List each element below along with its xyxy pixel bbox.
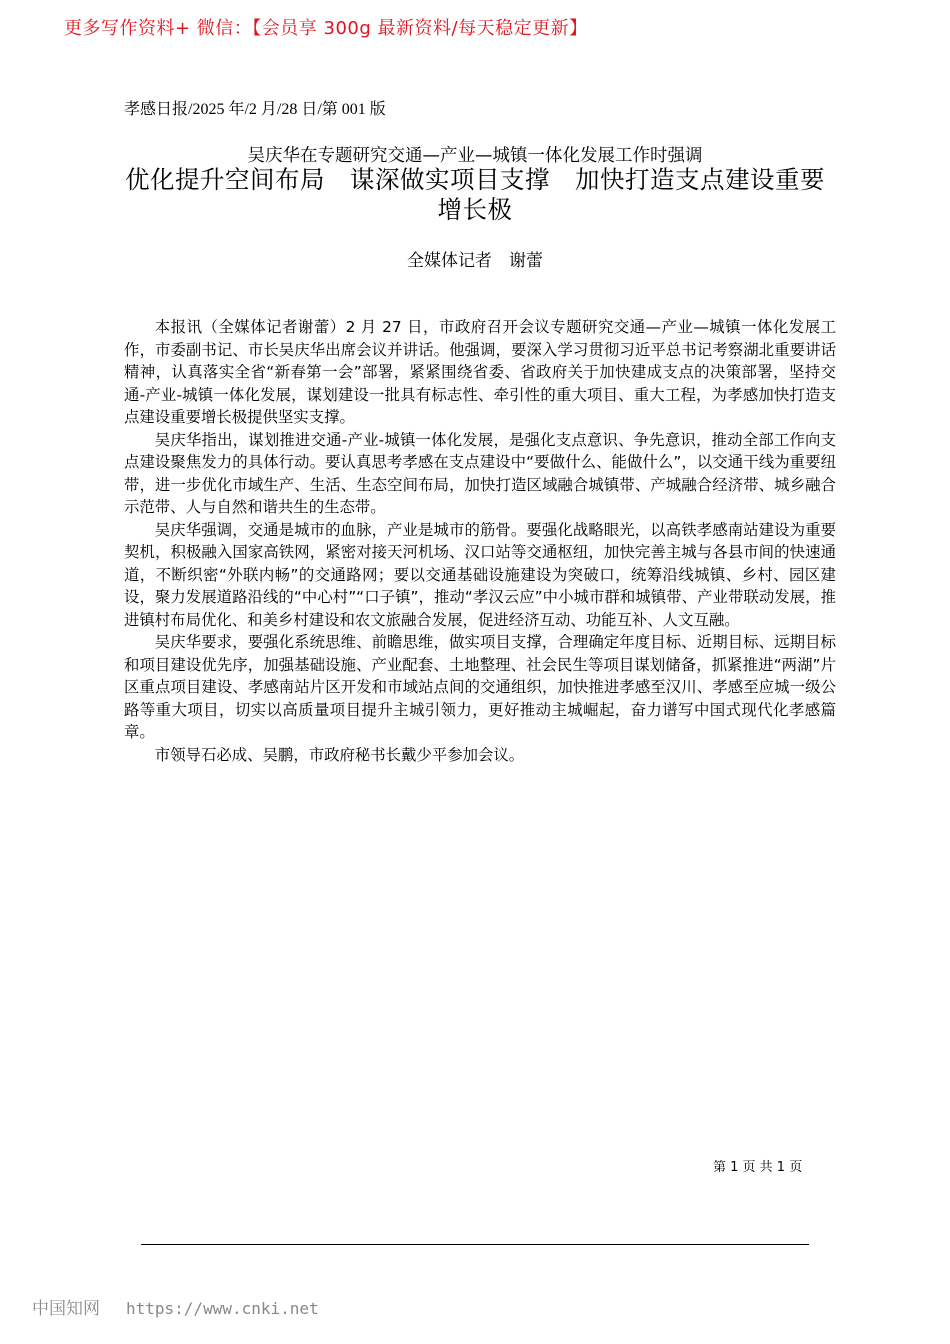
footer-divider [141,1244,809,1245]
article-subtitle: 吴庆华在专题研究交通—产业—城镇一体化发展工作时强调 [247,146,703,166]
dateline: 孝感日报/2025 年/2 月/28 日/第 001 版 [124,101,386,118]
page-number: 第 1 页 共 1 页 [713,1160,803,1175]
cnki-logo: 中国知网 [32,1299,100,1319]
article-body [124,316,836,766]
paragraph: 吴庆华指出，谋划推进交通-产业-城镇一体化发展，是强化支点意识、争先意识，推动全部工作向支点建设聚焦发力的具体行动。要认真思考孝感在支点建设中“要做什么、能做什么”，以交通干线为重要纽带，进一步优化市域生产、生活、生态空间布局，加快打造区域融合城镇带、产城融合经济带、城乡融合示范带、人与自然和谐共生的生态带。 [124,430,836,516]
cnki-url[interactable]: https://www.cnki.net [126,1299,319,1318]
footer-watermark [32,1294,319,1319]
article-title: 优化提升空间布局 谋深做实项目支撑 加快打造支点建设重要增长极 [125,165,825,224]
paragraph: 吴庆华强调，交通是城市的血脉，产业是城市的筋骨。要强化战略眼光，以高铁孝感南站建设为重要契机，积极融入国家高铁网，紧密对接天河机场、汉口站等交通枢纽，加快完善主城与各县市间的快速通道，不断织密“外联内畅”的交通路网；要以交通基础设施建设为突破口，统筹沿线城镇、乡村、园区建设，聚力发展道路沿线的“中心村”“口子镇”，推动“孝汉云应”中小城市群和城镇带、产业带联动发展，推进镇村布局优化、和美乡村建设和农文旅融合发展，促进经济互动、功能互补、人文互融。 [124,520,836,629]
paragraph: 市领导石必成、吴鹏，市政府秘书长戴少平参加会议。 [154,745,525,764]
promo-banner: 更多写作资料+ 微信：【会员享 300g 最新资料/每天稳定更新】 [64,18,588,39]
article-author: 全媒体记者 谢蕾 [407,251,543,271]
paragraph: 本报讯（全媒体记者谢蕾）2 月 27 日，市政府召开会议专题研究交通—产业—城镇一体化发展工作，市委副书记、市长吴庆华出席会议并讲话。他强调，要深入学习贯彻习近平总书记考察湖北重要讲话精神，认真落实全省“新春第一会”部署，紧紧围绕省委、省政府关于加快建成支点的决策部署，坚持交通-产业-城镇一体化发展，谋划建设一批具有标志性、牵引性的重大项目、重大工程，为孝感加快打造支点建设重要增长极提供坚实支撑。 [124,318,836,426]
paragraph: 吴庆华要求，要强化系统思维、前瞻思维，做实项目支撑，合理确定年度目标、近期目标、远期目标和项目建设优先序，加强基础设施、产业配套、土地整理、社会民生等项目谋划储备，抓紧推进“两湖”片区重点项目建设、孝感南站片区开发和市域站点间的交通组织，加快推进孝感至汉川、孝感至应城一级公路等重大项目，切实以高质量项目提升主城引领力，更好推动主城崛起，奋力谱写中国式现代化孝感篇章。 [124,633,836,741]
